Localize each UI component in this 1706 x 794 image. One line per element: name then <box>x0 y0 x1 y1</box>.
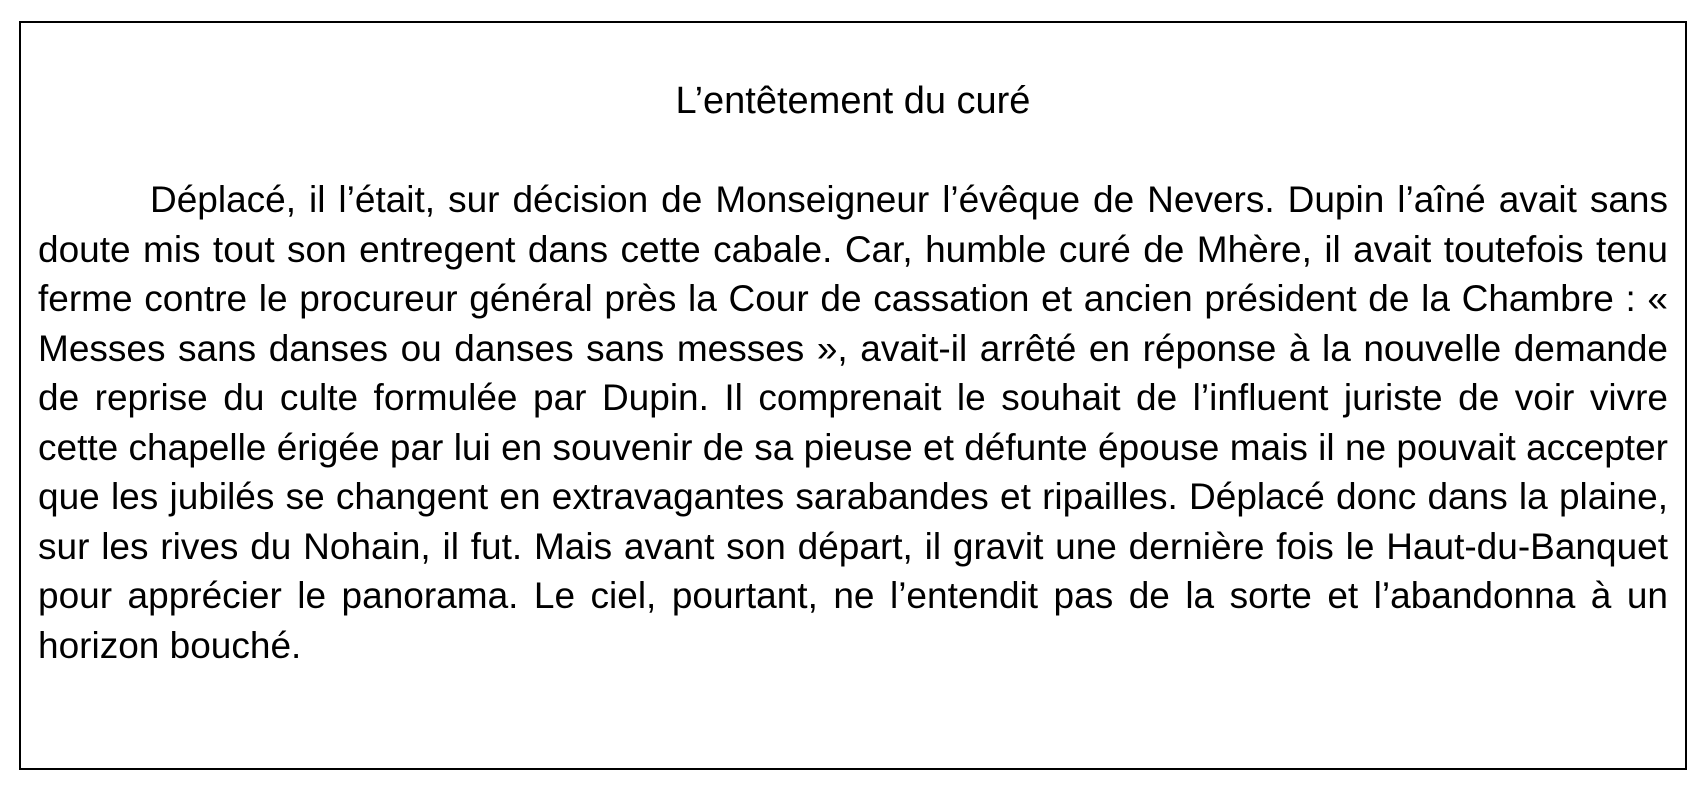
document-title: L’entêtement du curé <box>675 80 1031 122</box>
document-frame <box>19 21 1687 770</box>
document-paragraph: Déplacé, il l’était, sur décision de Monseigneur l’évêque de Nevers. Dupin l’aîné avait sans doute mis tout son entregent dans cette cabale. Car, humble curé de Mhère, il avait toutefois tenu ferme contre le procureur général près la Cour de cassation et ancien président de la Chambre : « Messes sans danses ou danses sans messes », avait-il arrêté en réponse à la nouvelle demande de reprise du culte formulée par Dupin. Il comprenait le souhait de l’influent juriste de voir vivre cette chapelle érigée par lui en souvenir de sa pieuse et défunte épouse mais il ne pouvait accepter que les jubilés se changent en extravagantes sarabandes et ripailles. Déplacé donc dans la plaine, sur les rives du Nohain, il fut. Mais avant son départ, il gravit une dernière fois le Haut-du-Banquet pour apprécier le panorama. Le ciel, pourtant, ne l’entendit pas de la sorte et l’abandonna à un horizon bouché. <box>38 179 1668 666</box>
